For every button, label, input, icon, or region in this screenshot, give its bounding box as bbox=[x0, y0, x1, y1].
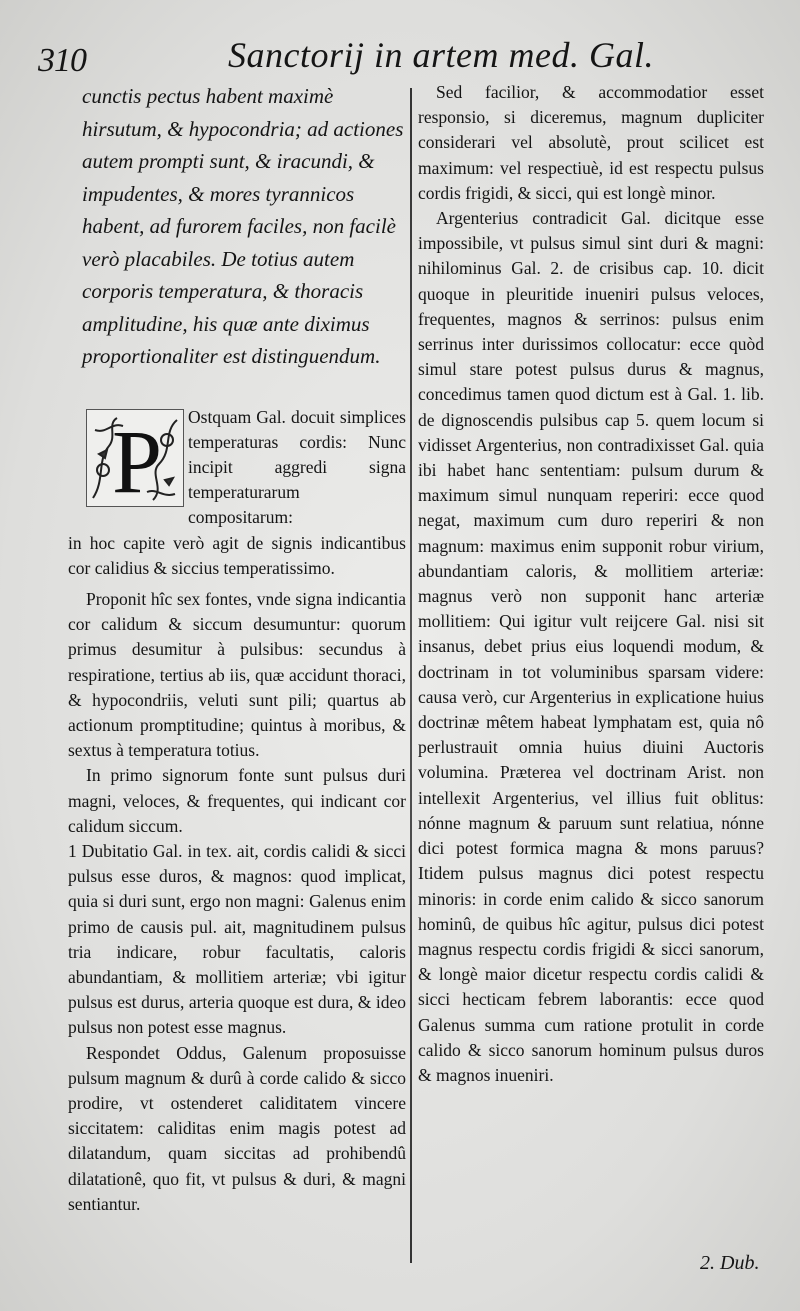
drop-paragraph-head: Ostquam Gal. docuit simplices temperaturas cordis: Nunc incipit aggredi signa temperaturarum compositarum: bbox=[188, 406, 406, 528]
paragraph: 1 Dubitatio Gal. in tex. ait, cordis calidi & sicci pulsus esse duros, & magnos: quod implicat, quia si duri sunt, ergo non magni: Galenus enim primo de causis pul. ait, magnitudinem pulsus tria indicare, robur facultatis, caloris abundantiam, & mollitiem arteriæ; vbi igitur pulsus est durus, arteria quoque est dura, & ideo pulsus non potest esse magnus. bbox=[68, 840, 406, 1038]
paragraph: Proponit hîc sex fontes, vnde signa indicantia cor calidum & siccum desumuntur: quorum primus desumitur à pulsibus: secundus à respiratione, tertius ab iis, quæ accidunt thoraci, & hypocondriis, veluti sunt pili; quartus ab actionum promptitudine; quintus à moribus, & sextus à temperatura totius. bbox=[68, 588, 406, 761]
running-title: Sanctorij in artem med. Gal. bbox=[228, 35, 654, 75]
left-paragraphs bbox=[68, 587, 406, 1217]
paragraph: In primo signorum fonte sunt pulsus duri magni, veloces, & frequentes, qui indicant cor calidum siccum. bbox=[68, 765, 406, 836]
paragraph: Respondet Oddus, Galenum proposuisse pulsum magnum & durû à corde calido & sicco prodire, vt ostenderet caliditatem vincere siccitatem: caliditas enim magis potest ad dilatandum, quam siccitas ad prohibendû dilatationê, quo fit, vt pulsus & duri, & magni sentiantur. bbox=[68, 1042, 406, 1214]
drop-cap-section bbox=[68, 405, 406, 581]
drop-initial-letter: P bbox=[111, 412, 163, 506]
italic-passage: cunctis pectus habent maximè hirsutum, & hypocondria; ad actiones autem prompti sunt, & iracundi, & impudentes, & mores tyrannicos habent, ad furorem faciles, non facilè verò placabiles. De totius autem corporis temperatura, & thoracis amplitudine, his quæ ante diximus proportionaliter est distinguendum. bbox=[82, 84, 404, 368]
page-number: 310 bbox=[38, 42, 86, 79]
catchword: 2. Dub. bbox=[700, 1252, 760, 1274]
paragraph: Sed facilior, & accommodatior esset responsio, si diceremus, magnum dupliciter considerari vel absolutè, prout scilicet est maximum: vel respectiuè, id est respectu pulsus cordis frigidi, & sicci, qui est longè minor. bbox=[418, 82, 764, 203]
left-column bbox=[68, 80, 406, 1217]
page-header bbox=[0, 28, 800, 78]
floral-ornament-icon bbox=[87, 410, 183, 506]
column-divider bbox=[410, 88, 412, 1263]
paragraph: Argenterius contradicit Gal. dicitque esse impossibile, vt pulsus simul sint duri & magni: nihilominus Gal. 2. de crisibus cap. 10. dicit quoque in pleuritide inueniri pulsus veloces, frequentes, magnos & serrinos: pulsus enim serrinus inter durissimos collocatur: ecce quòd simul stare potest pulsus durus & magnus, concedimus tamen quod dictum est à Gal. 1. lib. de dignoscendis pulsibus cap 5. quem locum si vidisset Argenterius, non contradixisset Gal. quia ibi habet hanc sententiam: pulsum durum & maximum simul nunquam reperiri: ecce quod negat, maximum cum duro reperiri & non magnum: maximus enim supponit robur virium, abundantiam caloris, & mollitiem arteriæ: magnus verò non supponit hanc arteriæ mollitiem: Qui igitur vult reijcere Gal. nisi sit insanus, debet prius eius loquendi modum, & doctrinam in tot voluminibus sparsam videre: causa verò, cur Argenterius in explicatione huius doctrinæ mêtem habeat lymphatam est, quia nô perlustrauit omnia huius diuini Auctoris volumina. Præterea vel doctrinam Arist. non intellexit Argenterius, vel illius fuit oblitus: nónne magnum & paruum sunt relatiua, nónne dici potest formica magna & mons paruus? Itidem pulsus magnus dici potest respectu minoris: in corde enim calido & sicco sanorum hominû, de quibus hîc agitur, pulsus dici potest magnus respectu cordis frigidi & sicci sanorum, & longè maior dicetur respectu cordis calidi & sicci hecticam febrem laborantis: ecce quod Galenus summa cum ratione protulit in corde calido & sicco sanorum hominum pulsus duros & magnos inueniri. bbox=[418, 208, 764, 1085]
decorated-initial bbox=[86, 409, 184, 507]
drop-paragraph-tail: in hoc capite verò agit de signis indicantibus cor calidius & siccius temperatissimo. bbox=[68, 532, 406, 578]
right-column bbox=[418, 80, 764, 1088]
